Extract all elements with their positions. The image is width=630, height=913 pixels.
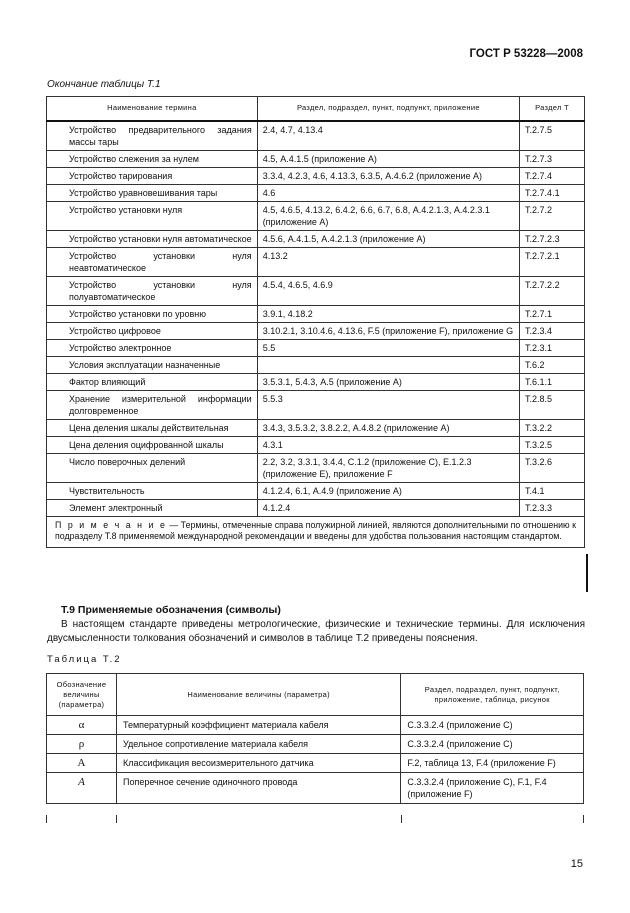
section-cell: T.3.2.5 [520,436,585,453]
term-cell: Устройство предварительного задания массы тары [47,121,258,151]
refs-cell: 4.13.2 [257,247,519,276]
col-name-header: Наименование величины (параметра) [116,674,400,716]
term-cell: Устройство электронное [47,339,258,356]
refs-cell: 4.1.2.4, 6.1, А.4.9 (приложение А) [257,482,519,499]
section-title: Т.9 Применяемые обозначения (символы) [61,604,281,616]
table-row [47,230,585,247]
term-cell: Цена деления шкалы действительная [47,419,258,436]
refs-cell: 5.5.3 [257,390,519,419]
table-row [47,339,585,356]
section-cell: T.4.1 [520,482,585,499]
table2-caption: Таблица Т.2 [47,654,122,665]
section-cell: T.2.7.4.1 [520,184,585,201]
term-cell: Фактор влияющий [47,373,258,390]
refs-cell: 3.3.4, 4.2.3, 4.6, 4.13.3, 6.3.5, А.4.6.2 (приложение А) [257,167,519,184]
refs-cell: С.3.3.2.4 (приложение С), F.1, F.4 (приложение F) [401,773,584,804]
symbol-cell: ρ [47,735,117,754]
term-cell: Хранение измерительной информации долговременное [47,390,258,419]
refs-cell: 4.5, 4.6.5, 4.13.2, 6.4.2, 6.6, 6.7, 6.8, А.4.2.1.3, А.4.2.3.1 (приложение А) [257,201,519,230]
refs-cell: С.3.3.2.4 (приложение С) [401,716,584,735]
note-label: П р и м е ч а н и е [55,519,167,530]
table-row [47,716,584,735]
page-number: 15 [570,858,583,870]
refs-cell: 4.1.2.4 [257,499,519,516]
section-cell: T.6.2 [520,356,585,373]
refs-cell: 4.6 [257,184,519,201]
section-paragraph: В настоящем стандарте приведены метрологические, физические и технические термины. Для исключения двусмысленности толкования обозначений и символов в таблице Т.2 приведены пояснения. [47,619,585,644]
section-cell: T.2.7.2.2 [520,276,585,305]
table-row [47,305,585,322]
table-row [47,482,585,499]
section-cell: T.2.8.5 [520,390,585,419]
section-cell: T.2.3.4 [520,322,585,339]
section-cell: T.2.7.2.1 [520,247,585,276]
section-cell: T.3.2.2 [520,419,585,436]
symbol-cell: A [47,773,117,804]
table-row [47,150,585,167]
refs-cell: 5.5 [257,339,519,356]
refs-cell: 2.2, 3.2, 3.3.1, 3.4.4, С.1.2 (приложение С), Е.1.2.3 (приложение Е), приложение F [257,453,519,482]
col-refs2-header: Раздел, подраздел, пункт, подпункт, приложение, таблица, рисунок [401,674,584,716]
table-row [47,276,585,305]
refs-cell: 4.5.4, 4.6.5, 4.6.9 [257,276,519,305]
term-cell: Устройство установки нуля [47,201,258,230]
table-row [47,419,585,436]
table-row [47,356,585,373]
section-cell: T.3.2.6 [520,453,585,482]
table1-caption: Окончание таблицы Т.1 [47,79,161,90]
symbol-cell: А [47,754,117,773]
term-cell: Чувствительность [47,482,258,499]
table-row [47,453,585,482]
term-cell: Устройство тарирования [47,167,258,184]
table-row [47,184,585,201]
symbols-table [46,673,584,804]
col-refs-header: Раздел, подраздел, пункт, подпункт, приложение [257,97,519,121]
table-row [47,773,584,804]
table-row [47,754,584,773]
name-cell: Поперечное сечение одиночного провода [116,773,400,804]
refs-cell: 3.5.3.1, 5.4.3, А.5 (приложение А) [257,373,519,390]
section-cell: T.2.7.2.3 [520,230,585,247]
term-cell: Цена деления оцифрованной шкалы [47,436,258,453]
section-cell: T.2.7.3 [520,150,585,167]
section-cell: T.2.7.2 [520,201,585,230]
term-cell: Устройство установки нуля автоматическое [47,230,258,247]
term-cell: Устройство слежения за нулем [47,150,258,167]
col-section-header: Раздел Т [520,97,585,121]
table-row [47,201,585,230]
refs-cell: 4.3.1 [257,436,519,453]
table-row [47,322,585,339]
term-cell: Число поверочных делений [47,453,258,482]
table-note [47,516,585,547]
bold-side-line [586,554,588,592]
term-cell: Условия эксплуатации назначенные [47,356,258,373]
col-symbol-header: Обозначение величины (параметра) [47,674,117,716]
refs-cell: 4.5.6, А.4.1.5, А.4.2.1.3 (приложение А) [257,230,519,247]
table-row [47,167,585,184]
symbol-cell: α [47,716,117,735]
section-cell: T.2.7.1 [520,305,585,322]
standard-header: ГОСТ Р 53228—2008 [469,48,583,60]
section-cell: T.6.1.1 [520,373,585,390]
refs-cell: 3.10.2.1, 3.10.4.6, 4.13.6, F.5 (приложение F), приложение G [257,322,519,339]
col-term-header: Наименование термина [47,97,258,121]
table-row [47,390,585,419]
section-cell: T.2.7.5 [520,121,585,151]
term-cell: Устройство цифровое [47,322,258,339]
refs-cell: 2.4, 4.7, 4.13.4 [257,121,519,151]
refs-cell: 3.4.3, 3.5.3.2, 3.8.2.2, А.4.8.2 (приложение А) [257,419,519,436]
refs-cell: F.2, таблица 13, F.4 (приложение F) [401,754,584,773]
table-row [47,499,585,516]
name-cell: Температурный коэффициент материала кабеля [116,716,400,735]
terms-table [46,96,585,548]
note-text: — Термины, отмеченные справа полужирной линией, являются дополнительными по отношению к подразделу Т.8 применяемой международной рекомендации и введены для удобства пользования настоящим стандартом. [55,519,576,541]
term-cell: Устройство установки по уровню [47,305,258,322]
refs-cell: 4.5, А.4.1.5 (приложение А) [257,150,519,167]
note-row [47,516,585,547]
term-cell: Устройство установки нуля неавтоматическое [47,247,258,276]
term-cell: Устройство уравновешивания тары [47,184,258,201]
table-row [47,735,584,754]
section-cell: T.2.3.3 [520,499,585,516]
name-cell: Удельное сопротивление материала кабеля [116,735,400,754]
term-cell: Элемент электронный [47,499,258,516]
table-row [47,373,585,390]
table-row [47,247,585,276]
table-row [47,436,585,453]
refs-cell: 3.9.1, 4.18.2 [257,305,519,322]
table-row [47,121,585,151]
term-cell: Устройство установки нуля полуавтоматическое [47,276,258,305]
name-cell: Классификация весоизмерительного датчика [116,754,400,773]
refs-cell [257,356,519,373]
refs-cell: С.3.3.2.4 (приложение С) [401,735,584,754]
section-cell: T.2.3.1 [520,339,585,356]
section-cell: T.2.7.4 [520,167,585,184]
